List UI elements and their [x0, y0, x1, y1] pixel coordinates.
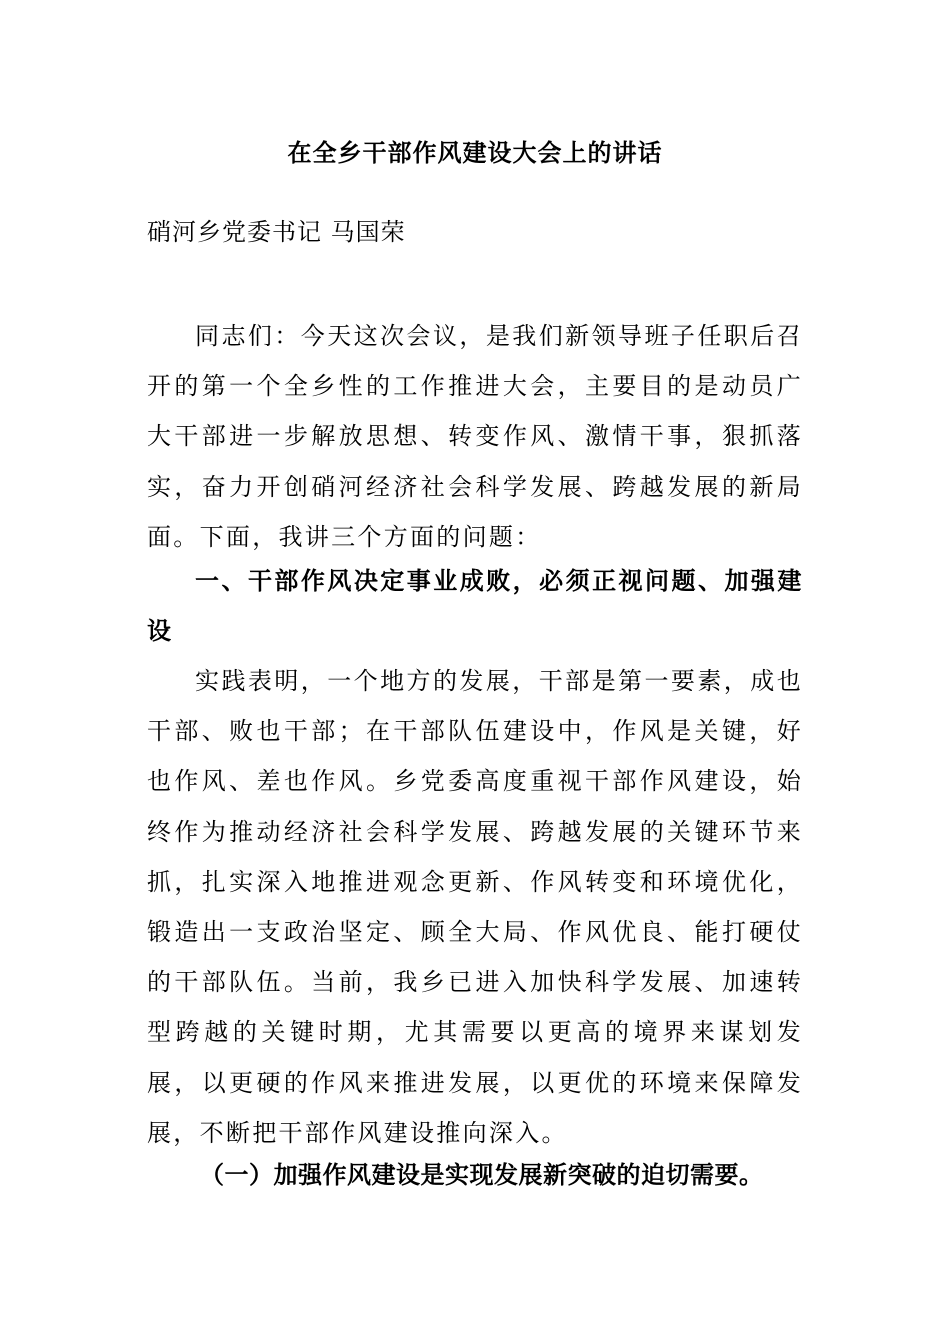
section-heading-1: 一、干部作风决定事业成败，必须正视问题、加强建设 — [147, 567, 803, 646]
author-line: 硝河乡党委书记 马国荣 — [147, 218, 406, 246]
section-1-paragraph: 实践表明，一个地方的发展，干部是第一要素，成也干部、败也干部；在干部队伍建设中，作风是关键，好也作风、差也作风。乡党委高度重视干部作风建设，始终作为推动经济社会科学发展、跨越发展的关键环节来抓，扎实深入地推进观念更新、作风转变和环境优化，锻造出一支政治坚定、顾全大局、作风优良、能打硬仗的干部队伍。当前，我乡已进入加快科学发展、加速转型跨越的关键时期，尤其需要以更高的境界来谋划发展，以更硬的作风来推进发展，以更优的环境来保障发展，不断把干部作风建设推向深入。 — [147, 667, 803, 1147]
subsection-heading-1: （一）加强作风建设是实现发展新突破的迫切需要。 — [200, 1161, 764, 1189]
intro-paragraph: 同志们：今天这次会议，是我们新领导班子任职后召开的第一个全乡性的工作推进大会，主要目的是动员广大干部进一步解放思想、转变作风、激情干事，狠抓落实，奋力开创硝河经济社会科学发展、跨越发展的新局面。下面，我讲三个方面的问题： — [147, 322, 803, 551]
document-title: 在全乡干部作风建设大会上的讲话 — [287, 139, 663, 167]
